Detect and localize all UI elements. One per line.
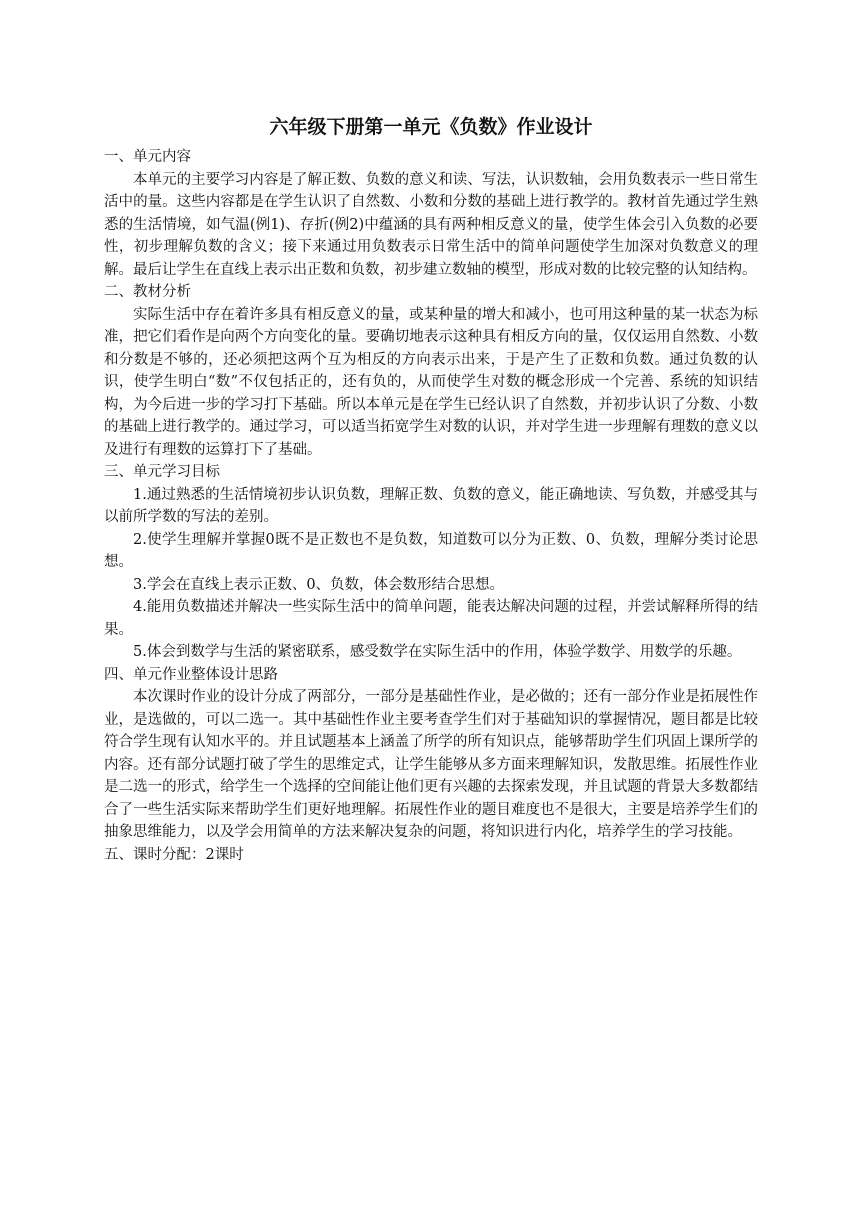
section-paragraph: 本次课时作业的设计分成了两部分，一部分是基础性作业，是必做的；还有一部分作业是拓展性作业，是选做的，可以二选一。其中基础性作业主要考查学生们对于基础知识的掌握情况，题目都是比较符合学生现有认知水平的。并且试题基本上涵盖了所学的所有知识点，能够帮助学生们巩固上课所学的内容。还有部分试题打破了学生的思维定式，让学生能够从多方面来理解知识，发散思维。拓展性作业是二选一的形式，给学生一个选择的空间能让他们更有兴趣的去探索发现，并且试题的背景大多数都结合了一些生活实际来帮助学生们更好地理解。拓展性作业的题目难度也不是很大，主要是培养学生们的抽象思维能力，以及学会用简单的方法来解决复杂的问题，将知识进行内化，培养学生的学习技能。 bbox=[104, 689, 758, 840]
section-design-approach bbox=[104, 664, 758, 844]
section-heading: 三、单元学习目标 bbox=[104, 464, 220, 480]
section-heading: 二、教材分析 bbox=[104, 284, 191, 300]
goal-item: 1.通过熟悉的生活情境初步认识负数，理解正数、负数的意义，能正确地读、写负数，并感受其与以前所学数的写法的差别。 bbox=[104, 486, 758, 525]
goal-item: 5.体会到数学与生活的紧密联系，感受数学在实际生活中的作用，体验学数学、用数学的乐趣。 bbox=[133, 644, 742, 660]
goal-item: 2.使学生理解并掌握0既不是正数也不是负数，知道数可以分为正数、0、负数，理解分类讨论思想。 bbox=[104, 531, 758, 570]
section-paragraph: 本单元的主要学习内容是了解正数、负数的意义和读、写法，认识数轴，会用负数表示一些日常生活中的量。这些内容都是在学生认识了自然数、小数和分数的基础上进行教学的。教材首先通过学生熟悉的生活情境，如气温(例1)、存折(例2)中蕴涵的具有两种相反意义的量，使学生体会引入负数的必要性，初步理解负数的含义；接下来通过用负数表示日常生活中的简单问题使学生加深对负数意义的理解。最后让学生在直线上表示出正数和负数，初步建立数轴的模型，形成对数的比较完整的认知结构。 bbox=[104, 171, 758, 278]
section-lesson-allocation bbox=[104, 844, 758, 867]
section-paragraph: 实际生活中存在着许多具有相反意义的量，或某种量的增大和减小，也可用这种量的某一状态为标准，把它们看作是向两个方向变化的量。要确切地表示这种具有相反方向的量，仅仅运用自然数、小数和分数是不够的，还必须把这两个互为相反的方向表示出来，于是产生了正数和负数。通过负数的认识，使学生明白“数”不仅包括正的，还有负的，从而使学生对数的概念形成一个完善、系统的知识结构，为今后进一步的学习打下基础。所以本单元是在学生已经认识了自然数，并初步认识了分数、小数的基础上进行教学的。通过学习，可以适当拓宽学生对数的认识，并对学生进一步理解有理数的意义以及进行有理数的运算打下了基础。 bbox=[104, 306, 758, 458]
section-learning-goals bbox=[104, 461, 758, 664]
section-heading: 四、单元作业整体设计思路 bbox=[104, 666, 278, 683]
section-heading: 一、单元内容 bbox=[104, 149, 191, 165]
goal-item: 3.学会在直线上表示正数、0、负数，体会数形结合思想。 bbox=[133, 576, 505, 593]
section-textbook-analysis bbox=[104, 281, 758, 461]
section-heading: 五、课时分配：2课时 bbox=[104, 846, 244, 863]
document-title: 六年级下册第一单元《负数》作业设计 bbox=[269, 116, 593, 138]
goal-item: 4.能用负数描述并解决一些实际生活中的简单问题，能表达解决问题的过程，并尝试解释所得的结果。 bbox=[104, 599, 758, 638]
section-unit-content bbox=[104, 146, 758, 281]
document-body bbox=[104, 114, 758, 866]
